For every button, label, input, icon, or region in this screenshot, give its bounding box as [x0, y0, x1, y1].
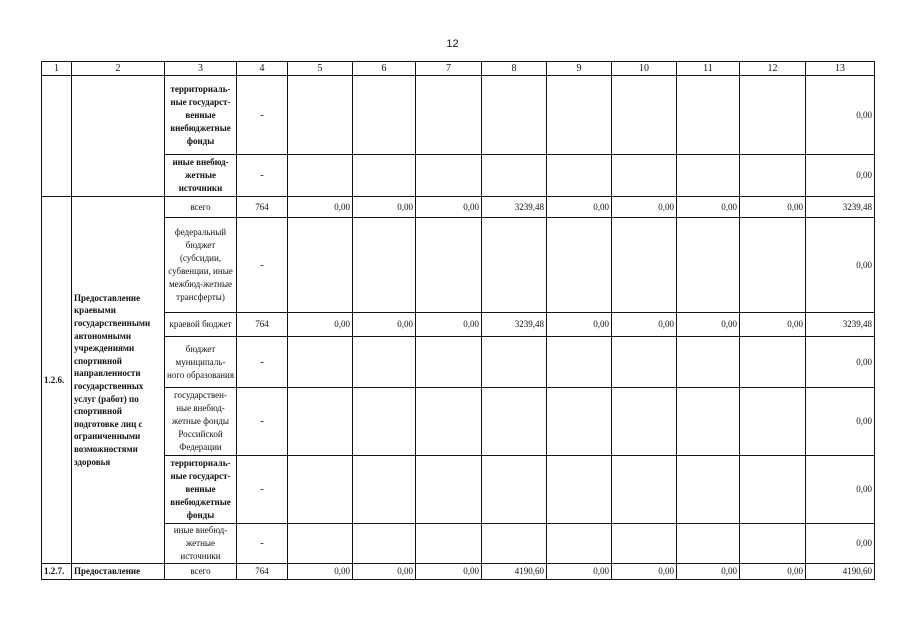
- item-name: Предоставление краевыми государственными автономными учреждениями спортивной направленности государственных услуг (работ) по спортивной подготовке лиц с ограниченными возможностями здоровья: [72, 197, 165, 564]
- value-col10: 0,00: [612, 564, 677, 580]
- value-col4: -: [237, 456, 288, 524]
- value-col10: 0,00: [612, 197, 677, 218]
- value-col5: 0,00: [288, 313, 353, 337]
- value-col7: 0,00: [416, 564, 482, 580]
- source-cell: территориаль-ные государст-венные внебюджетные фонды: [165, 456, 237, 524]
- table-row: [42, 524, 875, 564]
- col-header-13: 13: [806, 62, 875, 76]
- source-cell: бюджет муниципаль-ного образования: [165, 337, 237, 388]
- header-row: [42, 62, 875, 76]
- col-header-4: 4: [237, 62, 288, 76]
- value-col13: 0,00: [806, 456, 875, 524]
- value-col4: 764: [237, 564, 288, 580]
- value-col13: 3239,48: [806, 313, 875, 337]
- col-header-9: 9: [547, 62, 612, 76]
- value-col10: 0,00: [612, 313, 677, 337]
- table-row: [42, 197, 875, 218]
- source-cell: всего: [165, 564, 237, 580]
- value-col9: 0,00: [547, 564, 612, 580]
- item-name: Предоставление: [72, 564, 165, 580]
- col-header-2: 2: [72, 62, 165, 76]
- value-col11: 0,00: [677, 313, 740, 337]
- page-number: 12: [446, 38, 459, 50]
- item-code: 1.2.7.: [42, 564, 72, 580]
- col-header-8: 8: [482, 62, 547, 76]
- table-row: [42, 456, 875, 524]
- value-col8: 4190,60: [482, 564, 547, 580]
- name-cell: [72, 76, 165, 197]
- table-row: [42, 564, 875, 580]
- value-col4: -: [237, 524, 288, 564]
- value-col4: -: [237, 388, 288, 456]
- value-col13: 0,00: [806, 388, 875, 456]
- value-col12: 0,00: [740, 564, 806, 580]
- value-col13: 0,00: [806, 337, 875, 388]
- value-col11: 0,00: [677, 564, 740, 580]
- item-code: 1.2.6.: [42, 197, 72, 564]
- value-col13: 0,00: [806, 524, 875, 564]
- value-col5: 0,00: [288, 564, 353, 580]
- table-row: [42, 155, 875, 197]
- value-col13: 0,00: [806, 76, 875, 155]
- value-col4: -: [237, 337, 288, 388]
- value-col13: 3239,48: [806, 197, 875, 218]
- value-col6: 0,00: [353, 313, 416, 337]
- value-col13: 0,00: [806, 155, 875, 197]
- value-col7: 0,00: [416, 313, 482, 337]
- table-row: [42, 313, 875, 337]
- col-header-10: 10: [612, 62, 677, 76]
- value-col9: 0,00: [547, 313, 612, 337]
- col-header-11: 11: [677, 62, 740, 76]
- table-row: [42, 337, 875, 388]
- value-col12: 0,00: [740, 197, 806, 218]
- value-col4: -: [237, 218, 288, 313]
- code-cell: [42, 76, 72, 197]
- value-col6: 0,00: [353, 197, 416, 218]
- value-col13: 0,00: [806, 218, 875, 313]
- col-header-5: 5: [288, 62, 353, 76]
- value-col4: -: [237, 155, 288, 197]
- value-col7: 0,00: [416, 197, 482, 218]
- col-header-12: 12: [740, 62, 806, 76]
- source-cell: иные внебюд-жетные источники: [165, 524, 237, 564]
- col-header-7: 7: [416, 62, 482, 76]
- source-cell: государствен-ные внебюд-жетные фонды Российской Федерации: [165, 388, 237, 456]
- source-cell: краевой бюджет: [165, 313, 237, 337]
- table-row: [42, 76, 875, 155]
- value-col6: 0,00: [353, 564, 416, 580]
- value-col12: 0,00: [740, 313, 806, 337]
- value-col8: 3239,48: [482, 197, 547, 218]
- col-header-3: 3: [165, 62, 237, 76]
- table-row: [42, 218, 875, 313]
- value-col4: -: [237, 76, 288, 155]
- col-header-1: 1: [42, 62, 72, 76]
- value-col13: 4190,60: [806, 564, 875, 580]
- value-col4: 764: [237, 313, 288, 337]
- table-row: [42, 388, 875, 456]
- col-header-6: 6: [353, 62, 416, 76]
- budget-table: [41, 61, 875, 580]
- source-cell: территориаль-ные государст-венные внебюджетные фонды: [165, 76, 237, 155]
- value-col11: 0,00: [677, 197, 740, 218]
- value-col5: 0,00: [288, 197, 353, 218]
- source-cell: всего: [165, 197, 237, 218]
- value-col9: 0,00: [547, 197, 612, 218]
- value-col4: 764: [237, 197, 288, 218]
- value-col8: 3239,48: [482, 313, 547, 337]
- source-cell: иные внебюд-жетные источники: [165, 155, 237, 197]
- source-cell: федеральный бюджет (субсидии, субвенции, иные межбюд-жетные трансферты): [165, 218, 237, 313]
